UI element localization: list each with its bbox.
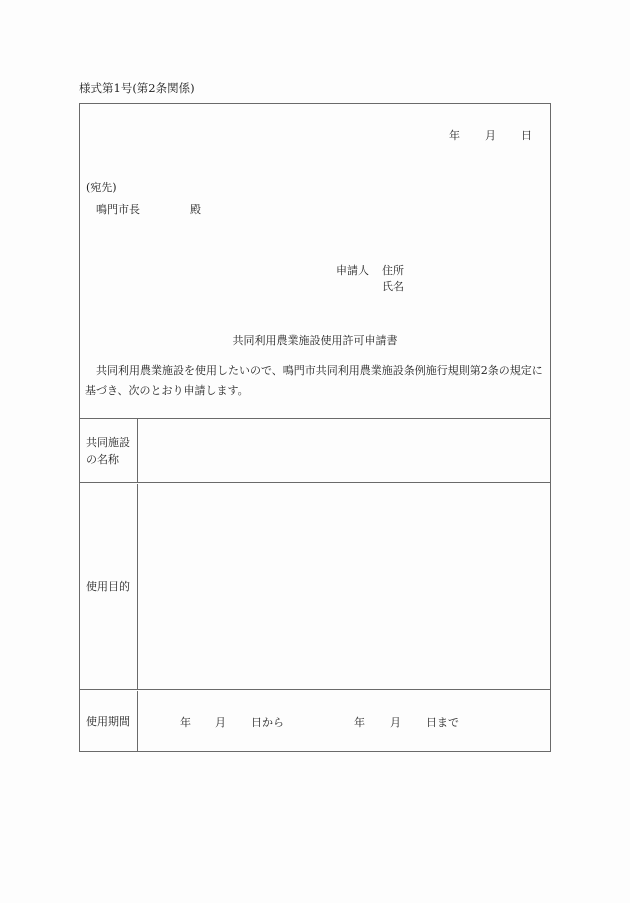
facility-name-field[interactable] bbox=[140, 419, 550, 482]
usage-purpose-row bbox=[80, 484, 550, 690]
period-to-day: 日まで bbox=[426, 716, 459, 729]
addressee-honorific: 殿 bbox=[190, 203, 201, 216]
addressee-label: (宛先) bbox=[86, 181, 117, 194]
applicant-label: 申請人 bbox=[336, 264, 369, 277]
usage-period-field[interactable] bbox=[140, 691, 550, 751]
applicant-address-label: 住所 bbox=[382, 264, 404, 277]
usage-purpose-field[interactable] bbox=[140, 484, 550, 689]
usage-period-row bbox=[80, 691, 550, 751]
date-year-label: 年 bbox=[449, 129, 460, 142]
applicant-name-label: 氏名 bbox=[382, 280, 404, 293]
usage-period-label: 使用期間 bbox=[80, 691, 138, 751]
facility-name-label-line1: 共同施設 bbox=[86, 435, 130, 449]
application-statement: 共同利用農業施設を使用したいので、鳴門市共同利用農業施設条例施行規則第2条の規定に基づき、次のとおり申請します。 bbox=[85, 364, 543, 397]
period-from-year: 年 bbox=[180, 716, 191, 729]
application-form bbox=[79, 103, 551, 752]
addressee-name: 鳴門市長 bbox=[96, 203, 140, 216]
form-header-section bbox=[80, 104, 550, 419]
usage-purpose-label: 使用目的 bbox=[80, 484, 138, 689]
period-to-month: 月 bbox=[390, 716, 401, 729]
period-to-year: 年 bbox=[354, 716, 365, 729]
submission-date bbox=[449, 127, 532, 143]
period-from-day: 日から bbox=[251, 716, 284, 729]
document-title: 共同利用農業施設使用許可申請書 bbox=[232, 334, 398, 347]
form-number: 様式第1号(第2条関係) bbox=[79, 81, 195, 95]
date-month-label: 月 bbox=[485, 129, 496, 142]
period-from-month: 月 bbox=[215, 716, 226, 729]
facility-name-label-line2: の名称 bbox=[86, 452, 119, 466]
facility-name-label bbox=[80, 419, 138, 482]
date-day-label: 日 bbox=[521, 129, 532, 142]
facility-name-row bbox=[80, 419, 550, 483]
